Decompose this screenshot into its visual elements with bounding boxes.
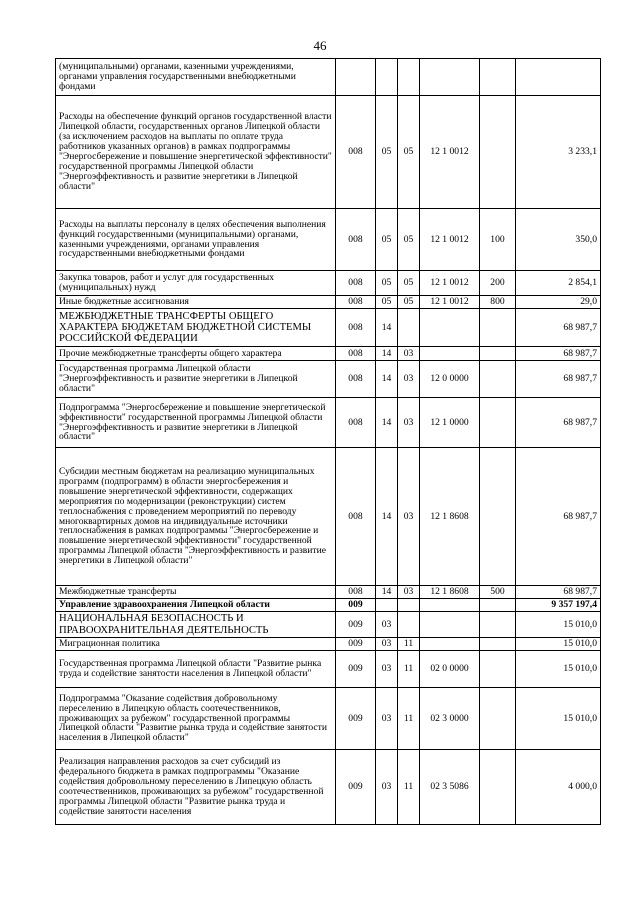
expense-type-code: 800 (480, 296, 516, 309)
table-row (56, 688, 601, 750)
expense-type-code: 500 (480, 586, 516, 599)
amount: 15 010,0 (516, 638, 601, 651)
item-name: Межбюджетные трансферты (56, 586, 336, 599)
subsection-code: 03 (398, 347, 420, 361)
table-row (56, 271, 601, 296)
amount: 68 987,7 (516, 398, 601, 448)
item-name: Государственная программа Липецкой области "Развитие рынка труда и содействие занятости населения в Липецкой области" (56, 651, 336, 688)
table-row (56, 448, 601, 586)
table-row (56, 398, 601, 448)
target-article-code: 12 1 8608 (420, 448, 480, 586)
item-name: Прочие межбюджетные трансферты общего характера (56, 347, 336, 361)
target-article-code: 12 1 0012 (420, 209, 480, 271)
item-name: МЕЖБЮДЖЕТНЫЕ ТРАНСФЕРТЫ ОБЩЕГО ХАРАКТЕРА БЮДЖЕТАМ БЮДЖЕТНОЙ СИСТЕМЫ РОССИЙСКОЙ ФЕДЕРАЦИИ (56, 309, 336, 347)
target-article-code: 02 3 0000 (420, 688, 480, 750)
item-name: Государственная программа Липецкой области "Энергоэффективность и развитие энергетики в Липецкой области" (56, 361, 336, 398)
item-name: Иные бюджетные ассигнования (56, 296, 336, 309)
section-code (376, 599, 398, 612)
expense-type-code: 100 (480, 209, 516, 271)
section-code: 05 (376, 271, 398, 296)
subsection-code: 11 (398, 638, 420, 651)
table-row (56, 309, 601, 347)
subsection-code: 05 (398, 209, 420, 271)
expense-type-code (480, 599, 516, 612)
item-name: Расходы на обеспечение функций органов государственной власти Липецкой области, государственных органов Липецкой области (за исключением расходов на выплаты по оплате труда работников указанных органов) в рамках подпрограммы "Энергосбережение и повышение энергетической эффективности" государственной программы Липецкой области "Энергоэффективность и развитие энергетики в Липецкой области" (56, 96, 336, 209)
target-article-code: 12 1 0012 (420, 96, 480, 209)
table-row (56, 638, 601, 651)
ministry-code: 009 (336, 651, 376, 688)
section-code: 03 (376, 612, 398, 638)
amount: 68 987,7 (516, 586, 601, 599)
amount: 68 987,7 (516, 347, 601, 361)
target-article-code (420, 347, 480, 361)
target-article-code (420, 612, 480, 638)
ministry-code: 008 (336, 398, 376, 448)
table-row (56, 612, 601, 638)
item-name: НАЦИОНАЛЬНАЯ БЕЗОПАСНОСТЬ И ПРАВООХРАНИТЕЛЬНАЯ ДЕЯТЕЛЬНОСТЬ (56, 612, 336, 638)
subsection-code: 11 (398, 688, 420, 750)
expense-type-code (480, 448, 516, 586)
ministry-code: 008 (336, 448, 376, 586)
table-body (56, 59, 601, 825)
ministry-code: 008 (336, 586, 376, 599)
target-article-code (420, 309, 480, 347)
item-name: (муниципальными) органами, казенными учреждениями, органами управления государственными внебюджетными фондами (56, 59, 336, 96)
subsection-code (398, 599, 420, 612)
ministry-code: 008 (336, 271, 376, 296)
target-article-code (420, 59, 480, 96)
section-code: 14 (376, 309, 398, 347)
page-number: 46 (313, 38, 327, 53)
section-code: 05 (376, 96, 398, 209)
target-article-code: 12 1 0000 (420, 398, 480, 448)
section-code: 03 (376, 638, 398, 651)
target-article-code (420, 638, 480, 651)
item-name: Миграционная политика (56, 638, 336, 651)
subsection-code: 05 (398, 271, 420, 296)
section-code: 14 (376, 448, 398, 586)
section-code: 14 (376, 586, 398, 599)
subsection-code (398, 59, 420, 96)
expense-type-code (480, 750, 516, 825)
expense-type-code (480, 398, 516, 448)
table-row (56, 586, 601, 599)
amount: 3 233,1 (516, 96, 601, 209)
subsection-code: 05 (398, 296, 420, 309)
amount: 68 987,7 (516, 361, 601, 398)
table-row (56, 599, 601, 612)
section-code: 14 (376, 398, 398, 448)
item-name: Управление здравоохранения Липецкой области (56, 599, 336, 612)
item-name: Реализация направления расходов за счет субсидий из федерального бюджета в рамках подпрограммы "Оказание содействия добровольному переселению в Липецкую область соотечественников, проживающих за рубежом" государственной программы Липецкой области "Развитие рынка труда и содействие занятости населения (56, 750, 336, 825)
target-article-code: 12 1 0012 (420, 296, 480, 309)
subsection-code: 03 (398, 586, 420, 599)
expense-type-code: 200 (480, 271, 516, 296)
item-name: Субсидии местным бюджетам на реализацию муниципальных программ (подпрограмм) в области энергосбережения и повышение энергетической эффективности, содержащих мероприятия по модернизации (реконструкции) систем теплоснабжения с проведением мероприятий по переводу многоквартирных домов на индивидуальные источники теплоснабжения в рамках подпрограммы "Энергосбережение и повышение энергетической эффективности" государственной программы Липецкой области "Энергоэффективность и развитие энергетики в Липецкой области" (56, 448, 336, 586)
item-name: Закупка товаров, работ и услуг для государственных (муниципальных) нужд (56, 271, 336, 296)
amount: 15 010,0 (516, 651, 601, 688)
item-name: Подпрограмма "Оказание содействия добровольному переселению в Липецкую область соотечественников, проживающих за рубежом" государственной программы Липецкой области "Развитие рынка труда и содействие занятости населения в Липецкой области" (56, 688, 336, 750)
expense-type-code (480, 361, 516, 398)
item-name: Расходы на выплаты персоналу в целях обеспечения выполнения функций государственными (муниципальными) органами, казенными учреждениями, органами управления государственными внебюджетными фондами (56, 209, 336, 271)
expense-type-code (480, 612, 516, 638)
target-article-code: 12 1 0012 (420, 271, 480, 296)
amount: 9 357 197,4 (516, 599, 601, 612)
subsection-code: 11 (398, 750, 420, 825)
amount: 68 987,7 (516, 448, 601, 586)
target-article-code: 12 1 8608 (420, 586, 480, 599)
subsection-code (398, 309, 420, 347)
table-row (56, 209, 601, 271)
section-code: 03 (376, 688, 398, 750)
subsection-code (398, 612, 420, 638)
target-article-code: 02 0 0000 (420, 651, 480, 688)
ministry-code: 008 (336, 209, 376, 271)
section-code: 14 (376, 361, 398, 398)
amount: 350,0 (516, 209, 601, 271)
ministry-code: 009 (336, 638, 376, 651)
expense-type-code (480, 638, 516, 651)
section-code: 05 (376, 296, 398, 309)
target-article-code: 02 3 5086 (420, 750, 480, 825)
subsection-code: 03 (398, 398, 420, 448)
ministry-code: 009 (336, 688, 376, 750)
amount: 15 010,0 (516, 612, 601, 638)
target-article-code: 12 0 0000 (420, 361, 480, 398)
ministry-code: 008 (336, 96, 376, 209)
section-code (376, 59, 398, 96)
ministry-code: 009 (336, 599, 376, 612)
ministry-code: 008 (336, 361, 376, 398)
ministry-code: 008 (336, 309, 376, 347)
ministry-code: 009 (336, 750, 376, 825)
subsection-code: 03 (398, 361, 420, 398)
table-row (56, 59, 601, 96)
subsection-code: 11 (398, 651, 420, 688)
subsection-code: 03 (398, 448, 420, 586)
table-row (56, 750, 601, 825)
item-name: Подпрограмма "Энергосбережение и повышение энергетической эффективности" государственной программы Липецкой области "Энергоэффективность и развитие энергетики в Липецкой области" (56, 398, 336, 448)
amount: 29,0 (516, 296, 601, 309)
expense-type-code (480, 651, 516, 688)
target-article-code (420, 599, 480, 612)
expense-type-code (480, 309, 516, 347)
amount: 4 000,0 (516, 750, 601, 825)
amount: 15 010,0 (516, 688, 601, 750)
table-row (56, 651, 601, 688)
table-row (56, 296, 601, 309)
ministry-code (336, 59, 376, 96)
amount (516, 59, 601, 96)
amount: 68 987,7 (516, 309, 601, 347)
section-code: 03 (376, 651, 398, 688)
section-code: 03 (376, 750, 398, 825)
table-row (56, 361, 601, 398)
expense-type-code (480, 347, 516, 361)
expense-type-code (480, 96, 516, 209)
table-row (56, 96, 601, 209)
expense-type-code (480, 688, 516, 750)
section-code: 14 (376, 347, 398, 361)
amount: 2 854,1 (516, 271, 601, 296)
ministry-code: 009 (336, 612, 376, 638)
table-row (56, 347, 601, 361)
budget-table (55, 58, 601, 825)
subsection-code: 05 (398, 96, 420, 209)
ministry-code: 008 (336, 347, 376, 361)
ministry-code: 008 (336, 296, 376, 309)
section-code: 05 (376, 209, 398, 271)
expense-type-code (480, 59, 516, 96)
